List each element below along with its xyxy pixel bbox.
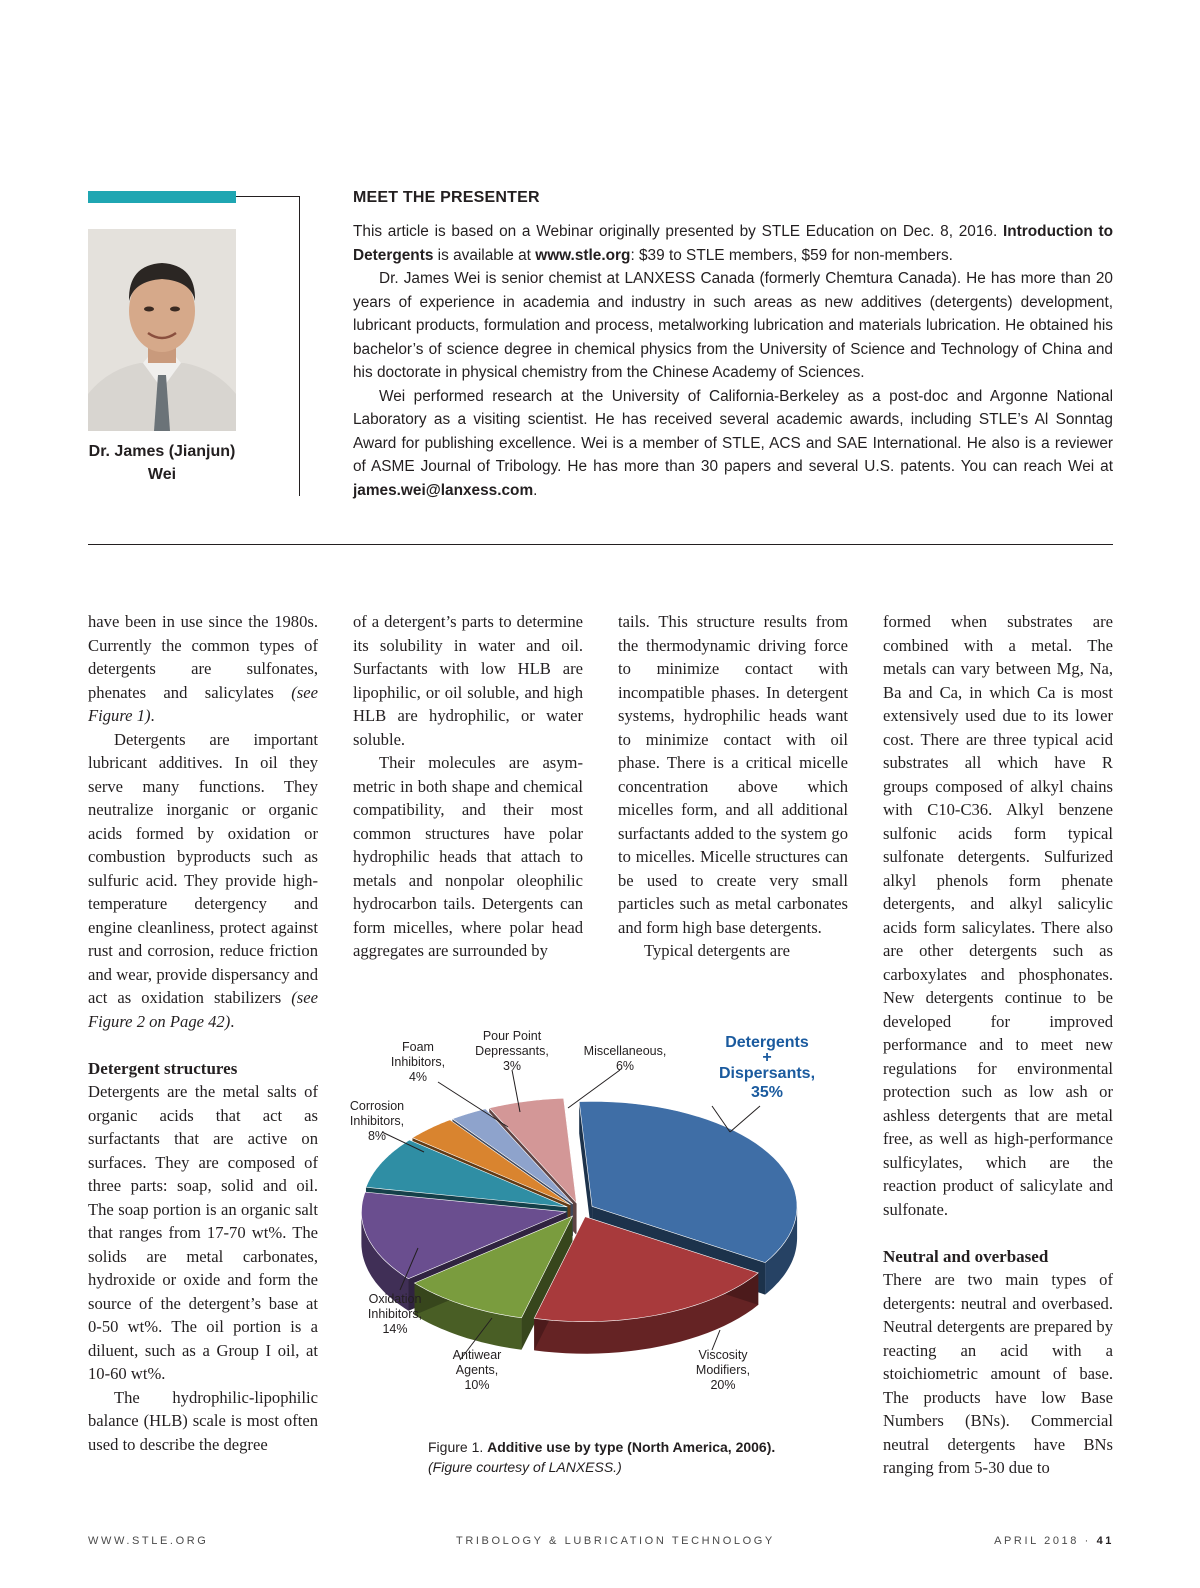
accent-bar [88, 191, 236, 203]
email-link[interactable]: james.wei@lanxess.com [353, 481, 534, 499]
slice-label-corrosion: 8% [367, 1129, 387, 1143]
article-paragraph: There are two main types of detergents: neutral and overbased. Neutral detergents are prepared by reacting an acid with a stoichiometric amount of base. The products have low Base Numbers (BNs). Commercial neutral detergents have BNs ranging from 5-30 due to [883, 1270, 1113, 1477]
pie-chart [340, 1020, 860, 1420]
slice-label-antiwear: 10% [464, 1378, 490, 1392]
slice-label-miscellaneous: 6% [615, 1059, 635, 1073]
slice-label-antiwear: Antiwear [452, 1348, 502, 1362]
bio-text: : $39 to STLE members, $59 for non-members. [630, 246, 953, 264]
article-column-1 [88, 610, 318, 1456]
frame-line [299, 196, 300, 496]
slice-label-foam: 4% [408, 1070, 428, 1084]
article-text: Detergents are important lubricant additives. In oil they serve many functions. They neutralize inorganic or organic acids formed by oxidation or combustion byproducts such as sulfuric acid. They provide high-temperature detergency and engine cleanliness, protect against rust and corrosion, reduce friction and wear, provide dispersancy and act as oxidation stabilizers [88, 729, 318, 1007]
footer-page-info [994, 1535, 1114, 1547]
figure-reference: (see Figure 2 on Page 42) [88, 988, 318, 1031]
slice-label-corrosion: Corrosion [349, 1099, 405, 1113]
slice-label-detergents: + [762, 1049, 772, 1066]
leader-line [712, 1330, 720, 1350]
bio-paragraph: Dr. James Wei is senior chemist at LANXESS Canada (formerly Chemtura Canada). He has more than 20 years of experience in academia and industry in such areas as new additives (detergents) development, lubricant products, formulation and process, metalworking lubrication and materials lubrication. He obtained his bachelor’s of science degree in chemical physics from the University of Science and Technology of China and his doctorate in physical chemistry from the Chinese Academy of Sciences. [353, 270, 1113, 381]
article-paragraph: Typical detergents are [644, 941, 790, 960]
article-text: . [230, 1011, 235, 1031]
article-paragraph [88, 728, 318, 1034]
slice-label-viscosity: Modifiers, [695, 1363, 751, 1377]
slice-label-detergents: Detergents [725, 1034, 809, 1051]
divider [88, 544, 1113, 545]
footer-website: WWW.STLE.ORG [88, 1535, 209, 1547]
bio-paragraph [353, 220, 1113, 267]
slice-label-viscosity: 20% [710, 1378, 736, 1392]
leader-line [730, 1106, 760, 1132]
caption-title: Additive use by type (North America, 2006). [487, 1439, 776, 1455]
footer-date: APRIL 2018 · [994, 1535, 1097, 1547]
slice-label-foam: Foam [402, 1040, 434, 1054]
presenter-bio [353, 220, 1113, 502]
article-paragraph: tails. This structure results from the thermodynamic driving force to minimize contact with incompatible phases. In detergent systems, hydrophilic heads want to minimize contact with oil phase. There is a critical micelle concentration above which micelles form, and all additional surfactants added to the system go to micelles. Micelle structures can be used to create very small particles such as metal carbonates and form high base detergents. [618, 612, 848, 937]
figure-caption [428, 1437, 848, 1477]
subheading: Detergent structures [88, 1058, 238, 1078]
webinar-title: Introduction to Detergents [353, 223, 1113, 264]
slice-label-detergents: 35% [750, 1084, 784, 1101]
bio-text: Wei performed research at the University of California-Berkeley as a post-doc and Argonne National Laboratory as a visiting scientist. He has received several academic awards, including STLE’s Al Sonntag Award for publishing excellence. Wei is a member of STLE, ACS and SAE International. He also is a reviewer of ASME Journal of Tribology. He has more than 30 papers and several U.S. patents. You can reach Wei at [353, 387, 1113, 475]
presenter-photo [88, 229, 236, 431]
figure-reference: (see Figure 1) [88, 682, 318, 725]
frame-line [236, 196, 300, 197]
slice-label-foam: Inhibitors, [390, 1055, 446, 1069]
presenter-name-line2: Wei [147, 466, 177, 483]
article-paragraph: Detergents are the metal salts of organic acids that act as surfactants that are active on surfaces. They are composed of three parts: soap, solid and oil. The soap portion is an organic salt that ranges from 17-70 wt%. The solids are metal carbonates, hydroxide or oxide and form the source of the detergent’s base at 0-50 wt%. The oil portion is a diluent, such as a Group I oil, at 10-60 wt%. [88, 1082, 318, 1383]
bio-paragraph [353, 385, 1113, 503]
slice-label-miscellaneous: Miscellaneous, [583, 1044, 667, 1058]
article-text: . [150, 706, 155, 725]
slice-label-pour-point: 3% [502, 1059, 522, 1073]
article-text: have been in use since the 1980s. Currently the common types of detergents are sulfonates, phenates and salicylates [88, 612, 318, 702]
caption-line [428, 1457, 848, 1477]
presenter-name [80, 440, 244, 486]
slice-label-viscosity: Viscosity [698, 1348, 748, 1362]
article-paragraph [88, 610, 318, 728]
slice-label-pour-point: Depressants, [475, 1044, 549, 1058]
article-paragraph: formed when substrates are combined with a metal. The metals can vary between Mg, Na, Ba and Ca, in which Ca is most extensively used due to its lower cost. There are three typical acid substrates all which have R groups composed of alkyl chains with C10-C36. Alkyl benzene sulfonic acids form typical sulfonate detergents. Sulfurized alkyl phenols form phenate detergents, and alkyl salicylic acids form salicylates. There also are other detergents such as carboxylates and phosphonates. New detergents continue to be developed for improved performance and to meet new regulations for environmental protection such as low ash or ashless detergents that are metal free, as well as high-performance sulficylates, which are the reaction product of salicylate and sulfonate. [883, 612, 1113, 1219]
bio-text: is available at [433, 246, 536, 264]
stle-link[interactable]: www.stle.org [535, 246, 631, 264]
slice-label-antiwear: Agents, [455, 1363, 499, 1377]
page-number: 41 [1096, 1535, 1114, 1547]
slice-label-corrosion: Inhibitors, [349, 1114, 405, 1128]
article-column-2 [353, 610, 583, 963]
presenter-name-line1: Dr. James (Jianjun) [88, 443, 236, 460]
caption-number: Figure 1. [428, 1439, 488, 1455]
bio-text: . [533, 481, 538, 499]
slice-label-oxidation: 14% [382, 1322, 408, 1336]
subheading: Neutral and overbased [883, 1246, 1049, 1266]
bio-text: This article is based on a Webinar originally presented by STLE Education on Dec. 8, 2016. [353, 223, 1003, 240]
article-column-3 [618, 610, 848, 963]
caption-line [428, 1437, 848, 1457]
article-paragraph: Their molecules are asymmetric in both shape and chemical compatibility, and their most common structures have polar hydrophilic heads that attach to metals and nonpolar oleophilic hydrocarbon tails. Detergents can form micelles, where polar head aggregates are surrounded by [353, 753, 583, 960]
article-paragraph: of a detergent’s parts to determine its solubility in water and oil. Surfactants with low HLB are lipophilic, or oil soluble, and high HLB are hydrophilic, or water soluble. [353, 612, 583, 749]
caption-credit: (Figure courtesy of LANXESS.) [428, 1459, 622, 1475]
slice-label-pour-point: Pour Point [482, 1029, 542, 1043]
article-paragraph: The hydrophilic-lipophilic balance (HLB) scale is most often used to describe the degree [88, 1387, 318, 1454]
slice-label-oxidation: Oxidation [368, 1292, 422, 1306]
section-heading: MEET THE PRESENTER [353, 189, 540, 206]
slice-label-detergents: Dispersants, [718, 1065, 816, 1082]
slice-label-oxidation: Inhibitors, [367, 1307, 423, 1321]
footer-publication: TRIBOLOGY & LUBRICATION TECHNOLOGY [456, 1535, 775, 1547]
pie-chart-svg [340, 1020, 860, 1420]
article-column-4 [883, 610, 1113, 1480]
